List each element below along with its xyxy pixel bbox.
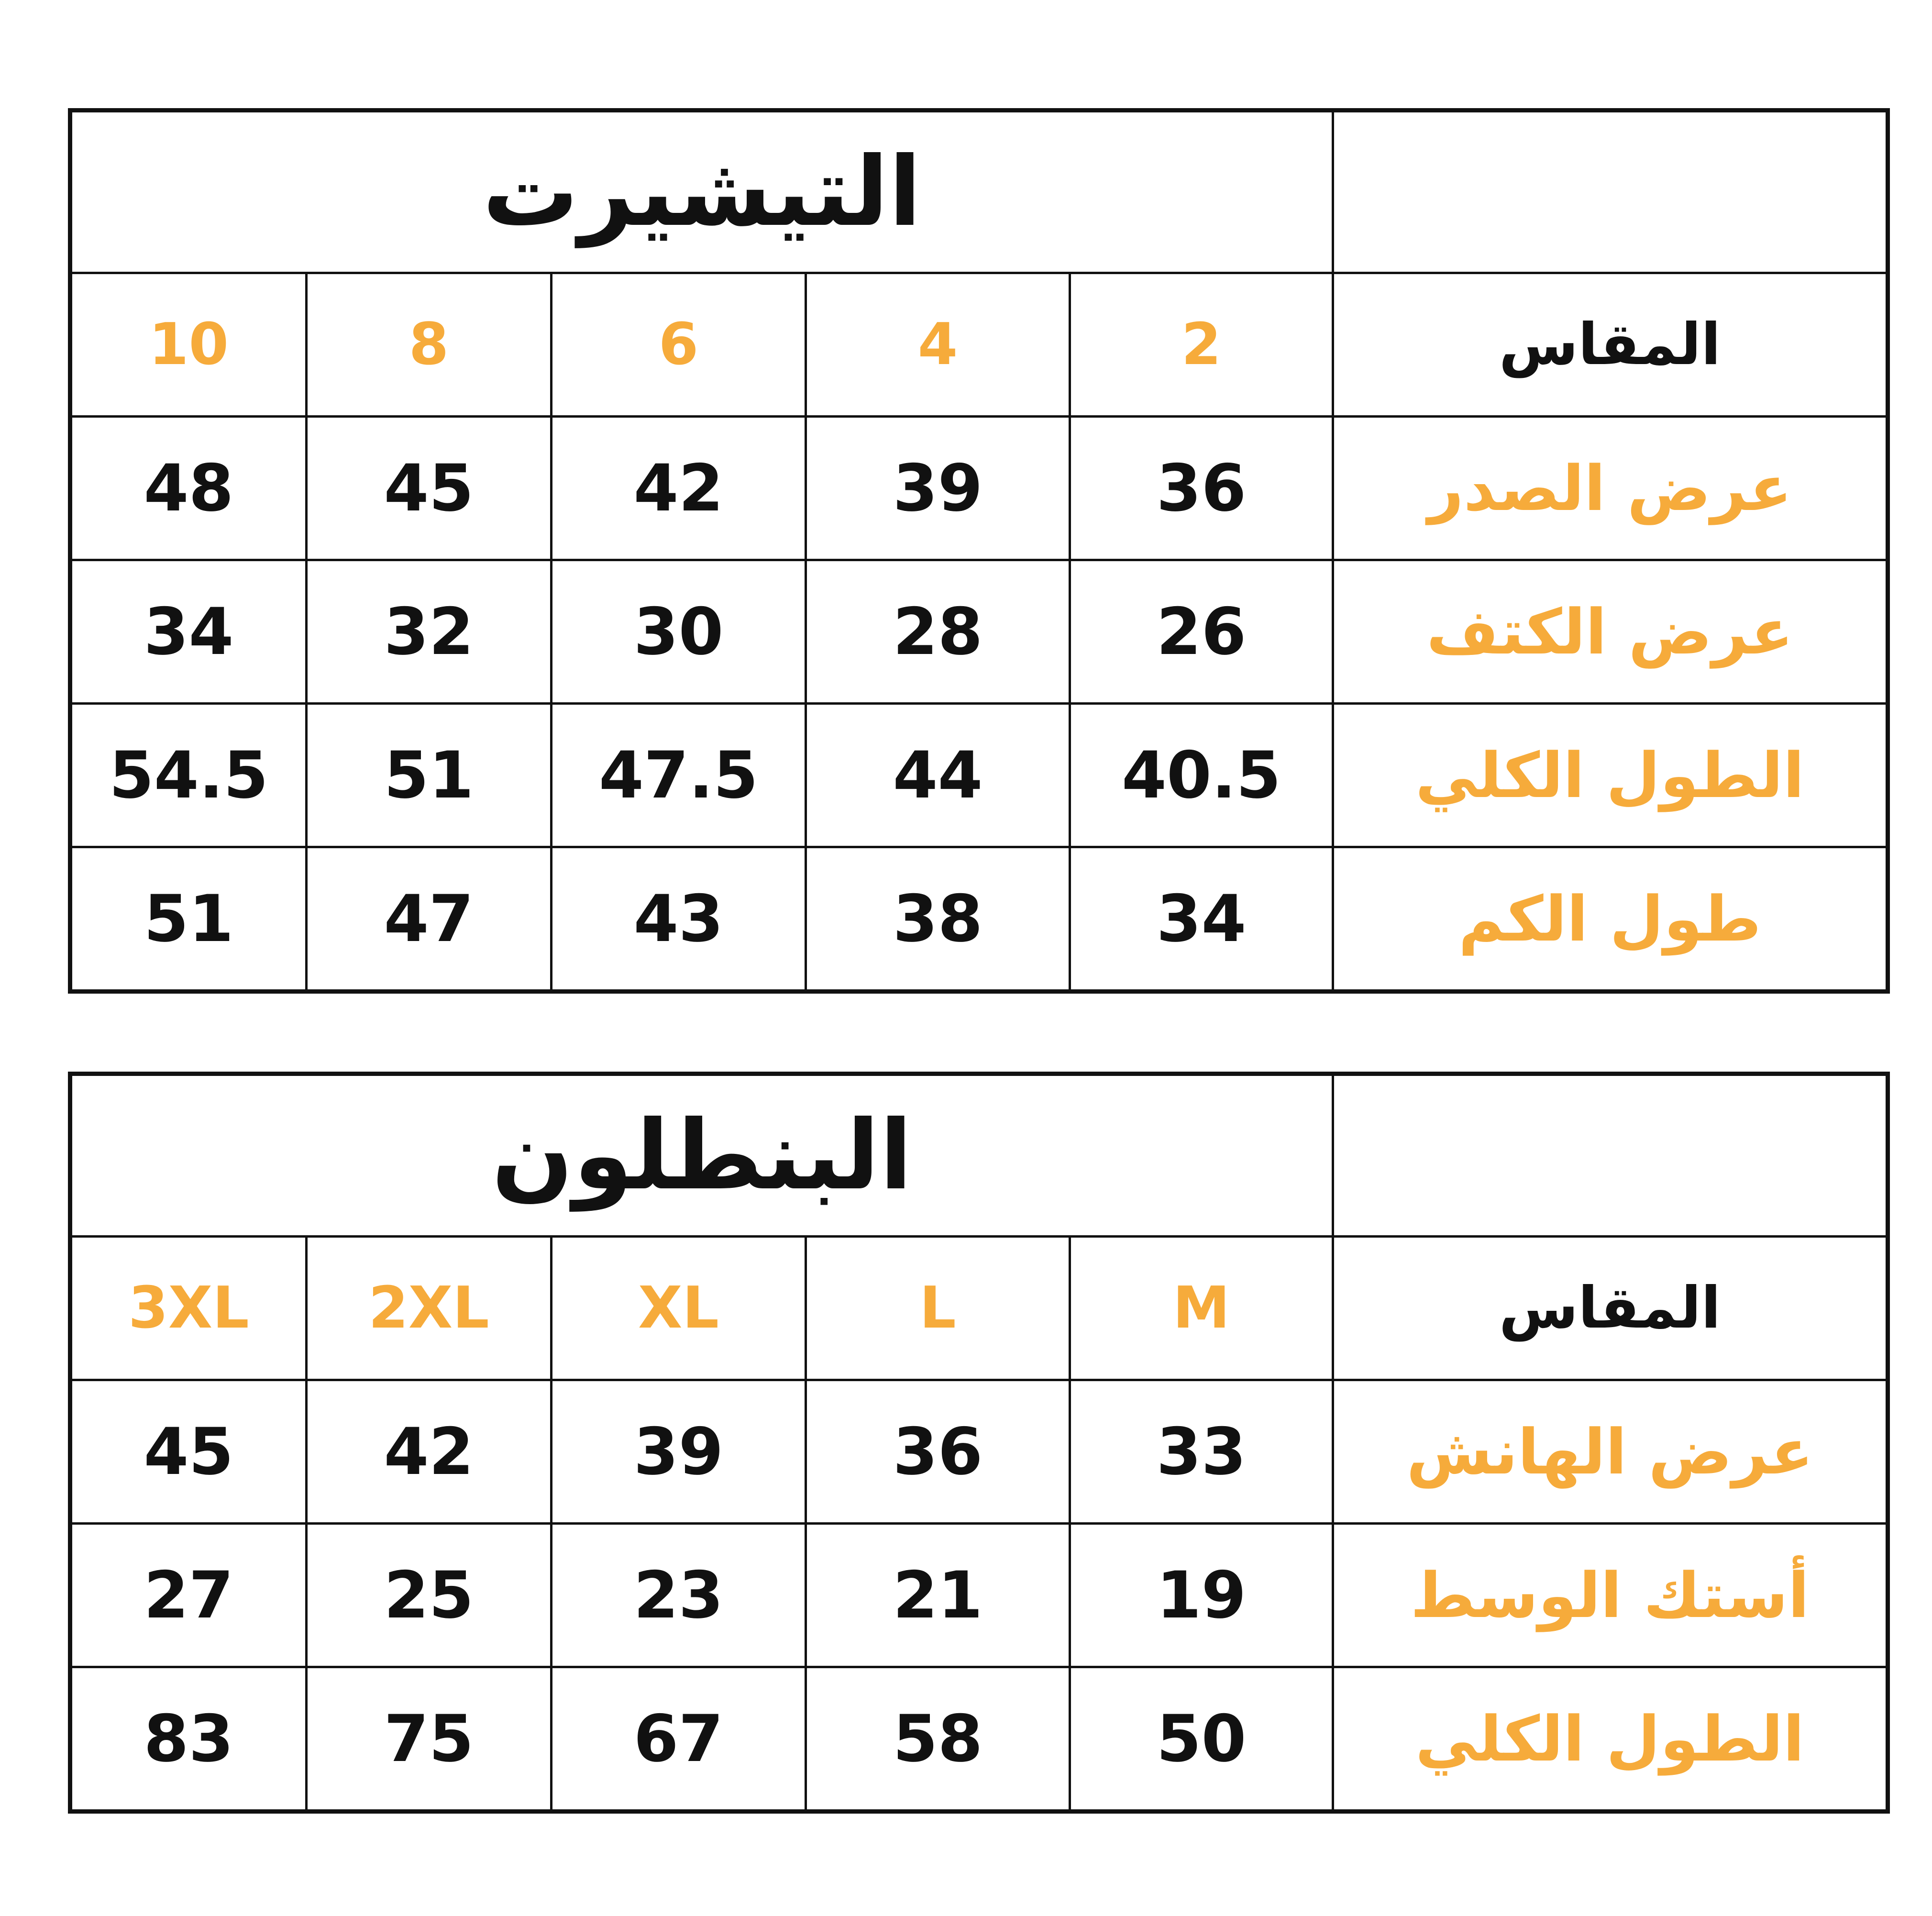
- tshirt-size-2: 2: [1070, 273, 1333, 417]
- table-cell: 51: [307, 704, 552, 847]
- tshirt-size-10: 10: [70, 273, 307, 417]
- pants-row-hip-width: [70, 1380, 1888, 1524]
- pants-size-3xl: 3XL: [70, 1237, 307, 1380]
- row-label: أستك الوسط: [1333, 1524, 1888, 1667]
- table-cell: 83: [70, 1667, 307, 1812]
- table-cell: 51: [70, 847, 307, 992]
- tshirt-title: التيشيرت: [70, 111, 1333, 273]
- table-cell: 23: [552, 1524, 806, 1667]
- table-cell: 44: [806, 704, 1070, 847]
- pants-size-m: M: [1070, 1237, 1333, 1380]
- tshirt-row-shoulder-width: [70, 560, 1888, 704]
- pants-size-l: L: [806, 1237, 1070, 1380]
- tshirt-size-8: 8: [307, 273, 552, 417]
- pants-size-header-row: [70, 1237, 1888, 1380]
- row-label: طول الكم: [1333, 847, 1888, 992]
- table-cell: 34: [1070, 847, 1333, 992]
- table-cell: 32: [307, 560, 552, 704]
- pants-title: البنطلون: [70, 1074, 1333, 1237]
- table-cell: 42: [552, 417, 806, 560]
- pants-size-header-label: المقاس: [1333, 1237, 1888, 1380]
- tshirt-row-sleeve-length: [70, 847, 1888, 992]
- table-cell: 43: [552, 847, 806, 992]
- tshirt-row-total-length: [70, 704, 1888, 847]
- table-cell: 33: [1070, 1380, 1333, 1524]
- tshirt-size-6: 6: [552, 273, 806, 417]
- pants-size-xl: XL: [552, 1237, 806, 1380]
- table-cell: 30: [552, 560, 806, 704]
- table-cell: 39: [806, 417, 1070, 560]
- table-cell: 50: [1070, 1667, 1333, 1812]
- pants-title-row: [70, 1074, 1888, 1237]
- pants-corner-cell: [1333, 1074, 1888, 1237]
- table-cell: 36: [806, 1380, 1070, 1524]
- pants-row-total-length: [70, 1667, 1888, 1812]
- table-cell: 75: [307, 1667, 552, 1812]
- row-label: عرض الهانش: [1333, 1380, 1888, 1524]
- table-cell: 39: [552, 1380, 806, 1524]
- table-cell: 45: [70, 1380, 307, 1524]
- row-label: عرض الكتف: [1333, 560, 1888, 704]
- table-cell: 36: [1070, 417, 1333, 560]
- tshirt-size-4: 4: [806, 273, 1070, 417]
- table-cell: 58: [806, 1667, 1070, 1812]
- table-cell: 34: [70, 560, 307, 704]
- pants-size-table: [68, 1072, 1890, 1814]
- table-cell: 27: [70, 1524, 307, 1667]
- row-label: الطول الكلي: [1333, 1667, 1888, 1812]
- table-cell: 25: [307, 1524, 552, 1667]
- tshirt-size-table: [68, 108, 1890, 994]
- table-cell: 48: [70, 417, 307, 560]
- table-cell: 47: [307, 847, 552, 992]
- table-cell: 42: [307, 1380, 552, 1524]
- table-cell: 67: [552, 1667, 806, 1812]
- table-cell: 38: [806, 847, 1070, 992]
- table-cell: 19: [1070, 1524, 1333, 1667]
- table-cell: 47.5: [552, 704, 806, 847]
- pants-size-2xl: 2XL: [307, 1237, 552, 1380]
- tshirt-size-header-label: المقاس: [1333, 273, 1888, 417]
- table-cell: 26: [1070, 560, 1333, 704]
- tshirt-corner-cell: [1333, 111, 1888, 273]
- table-cell: 40.5: [1070, 704, 1333, 847]
- row-label: الطول الكلي: [1333, 704, 1888, 847]
- pants-row-waist-elastic: [70, 1524, 1888, 1667]
- tshirt-title-row: [70, 111, 1888, 273]
- table-cell: 54.5: [70, 704, 307, 847]
- table-cell: 45: [307, 417, 552, 560]
- tshirt-row-chest-width: [70, 417, 1888, 560]
- table-cell: 28: [806, 560, 1070, 704]
- tshirt-size-header-row: [70, 273, 1888, 417]
- row-label: عرض الصدر: [1333, 417, 1888, 560]
- table-cell: 21: [806, 1524, 1070, 1667]
